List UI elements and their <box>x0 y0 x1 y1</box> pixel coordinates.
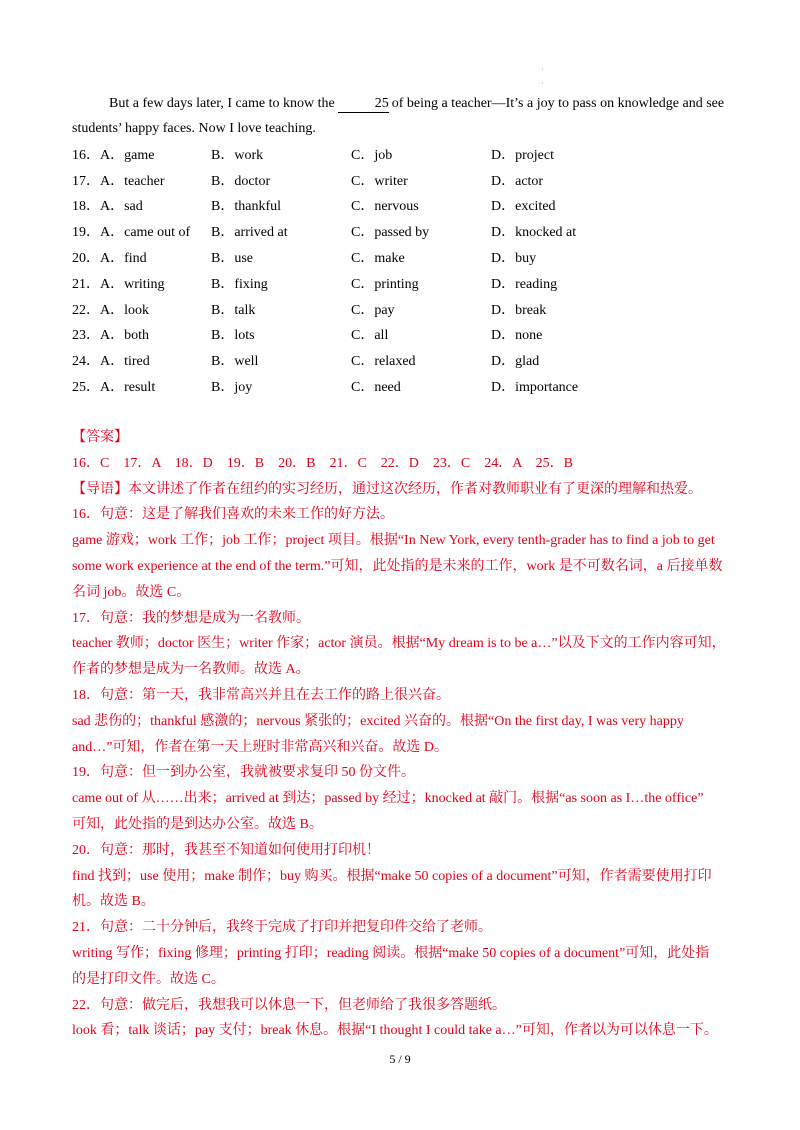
answer-section <box>72 425 732 1044</box>
passage-text-after: of being a teacher—It’s a joy to pass on knowledge and see <box>391 96 725 111</box>
option-c: C．passed by <box>351 225 430 241</box>
question-row <box>72 347 712 373</box>
option-c: C．all <box>351 328 389 344</box>
question-row <box>72 193 712 219</box>
passage-text-line2: students’ happy faces. Now I love teaching. <box>72 121 316 136</box>
option-b: B．joy <box>211 380 253 396</box>
option-b: B．fixing <box>211 276 268 292</box>
q19-explanation-2: 可知，此处指的是到达办公室。故选 B。 <box>72 816 323 832</box>
answer-keys: 16．C 17．A 18．D 19．B 20．B 21．C 22．D 23．C 24．A 25．B <box>72 455 573 471</box>
q16-explanation-3: 名词 job。故选 C。 <box>72 584 191 600</box>
q21-explanation-2: 的是打印文件。故选 C。 <box>72 971 225 987</box>
question-number: 22． <box>72 302 100 318</box>
q20-explanation-2: 机。故选 B。 <box>72 894 155 910</box>
q22-explanation-1: look 看；talk 谈话；pay 支付；break 休息。根据“I thought I could take a…”可知，作者以为可以休息一下。 <box>72 1023 718 1039</box>
option-b: B．lots <box>211 328 255 344</box>
question-row <box>72 373 712 399</box>
q22-meaning: 22．句意：做完后，我想我可以休息一下，但老师给了我很多答题纸。 <box>72 997 506 1013</box>
question-number: 25． <box>72 380 100 396</box>
option-d: D．importance <box>491 380 579 396</box>
option-d: D．reading <box>491 276 558 292</box>
option-a: A．came out of <box>100 225 191 241</box>
question-row <box>72 141 712 167</box>
question-options <box>72 141 712 399</box>
passage-paragraph <box>72 91 732 141</box>
question-number: 24． <box>72 354 100 370</box>
q19-meaning: 19．句意：但一到办公室，我就被要求复印 50 份文件。 <box>72 765 415 781</box>
question-row <box>72 296 712 322</box>
question-row <box>72 244 712 270</box>
q18-explanation-2: and…”可知，作者在第一天上班时非常高兴和兴奋。故选 D。 <box>72 739 449 755</box>
question-row <box>72 322 712 348</box>
question-number: 21． <box>72 276 100 292</box>
option-a: A．writing <box>100 276 165 292</box>
option-c: C．need <box>351 380 401 396</box>
option-a: A．look <box>100 302 149 318</box>
option-c: C．nervous <box>351 199 419 215</box>
question-number: 17． <box>72 173 100 189</box>
option-a: A．game <box>100 147 155 163</box>
scan-dot: · <box>541 65 544 74</box>
option-a: A．find <box>100 251 147 267</box>
option-b: B．thankful <box>211 199 281 215</box>
option-c: C．relaxed <box>351 354 416 370</box>
q21-explanation-1: writing 写作；fixing 修理；printing 打印；reading 阅读。根据“make 50 copies of a document”可知，此处指 <box>72 945 710 961</box>
q20-explanation-1: find 找到；use 使用；make 制作；buy 购买。根据“make 50 copies of a document”可知，作者需要使用打印 <box>72 868 712 884</box>
question-number: 19． <box>72 225 100 241</box>
passage-text-before: But a few days later, I came to know the <box>109 96 335 111</box>
option-a: A．both <box>100 328 149 344</box>
answer-heading: 【答案】 <box>72 430 128 445</box>
option-b: B．work <box>211 147 264 163</box>
option-a: A．teacher <box>100 173 165 189</box>
option-d: D．glad <box>491 354 540 370</box>
option-c: C．make <box>351 251 405 267</box>
question-number: 20． <box>72 251 100 267</box>
question-row <box>72 167 712 193</box>
scan-dot: · <box>541 79 544 88</box>
option-b: B．talk <box>211 302 256 318</box>
guide-text: 【导语】本文讲述了作者在纽约的实习经历，通过这次经历，作者对教师职业有了更深的理解和热爱。 <box>72 481 702 497</box>
option-d: D．none <box>491 328 543 344</box>
q18-meaning: 18．句意：第一天，我非常高兴并且在去工作的路上很兴奋。 <box>72 687 450 703</box>
option-c: C．job <box>351 147 393 163</box>
q17-explanation-2: 作者的梦想是成为一名教师。故选 A。 <box>72 662 310 678</box>
q19-explanation-1: came out of 从……出来；arrived at 到达；passed by 经过；knocked at 敲门。根据“as soon as I…the office” <box>72 791 704 807</box>
q17-explanation-1: teacher 教师；doctor 医生；writer 作家；actor 演员。根据“My dream is to be a…”以及下文的工作内容可知， <box>72 636 726 652</box>
option-b: B．arrived at <box>211 225 288 241</box>
page-number: 5 / 9 <box>389 1052 411 1066</box>
option-a: A．sad <box>100 199 143 215</box>
question-row <box>72 218 712 244</box>
option-b: B．use <box>211 251 253 267</box>
question-number: 16． <box>72 147 100 163</box>
option-a: A．tired <box>100 354 150 370</box>
option-d: D．actor <box>491 173 544 189</box>
option-d: D．knocked at <box>491 225 577 241</box>
question-number: 18． <box>72 199 100 215</box>
q16-explanation-2: some work experience at the end of the term.”可知，此处指的是未来的工作，work 是不可数名词，a 后接单数 <box>72 558 723 574</box>
option-d: D．excited <box>491 199 556 215</box>
option-b: B．well <box>211 354 259 370</box>
q20-meaning: 20．句意：那时，我甚至不知道如何使用打印机！ <box>72 842 380 858</box>
option-a: A．result <box>100 380 156 396</box>
option-d: D．project <box>491 147 554 163</box>
option-c: C．pay <box>351 302 395 318</box>
option-d: D．buy <box>491 251 537 267</box>
q16-explanation-1: game 游戏；work 工作；job 工作；project 项目。根据“In New York, every tenth-grader has to find a job to get <box>72 533 715 549</box>
question-row <box>72 270 712 296</box>
q17-meaning: 17．句意：我的梦想是成为一名教师。 <box>72 610 310 626</box>
q18-explanation-1: sad 悲伤的；thankful 感激的；nervous 紧张的；excited 兴奋的。根据“On the first day, I was very happy <box>72 713 684 729</box>
q16-meaning: 16．句意：这是了解我们喜欢的未来工作的好方法。 <box>72 507 394 523</box>
option-b: B．doctor <box>211 173 271 189</box>
option-c: C．printing <box>351 276 419 292</box>
question-number: 23． <box>72 328 100 344</box>
option-d: D．break <box>491 302 547 318</box>
option-c: C．writer <box>351 173 408 189</box>
q21-meaning: 21．句意：二十分钟后，我终于完成了打印并把复印件交给了老师。 <box>72 920 492 936</box>
blank-25: 25 <box>338 96 389 113</box>
